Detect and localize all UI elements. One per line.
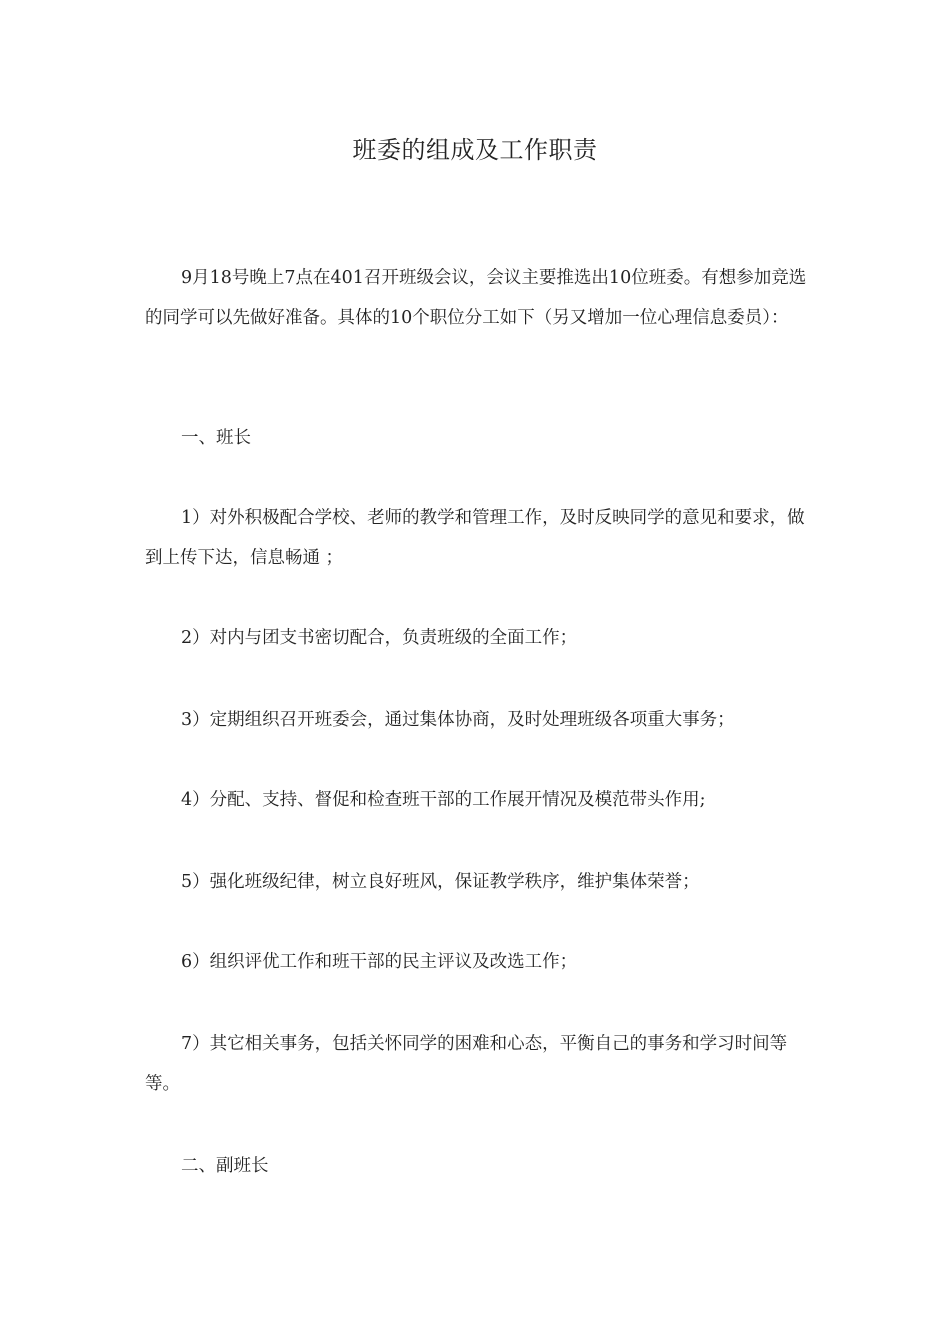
duty-item-3: 3）定期组织召开班委会，通过集体协商，及时处理班级各项重大事务； — [181, 710, 735, 730]
section-heading-monitor: 一、班长 — [181, 428, 251, 448]
document-title: 班委的组成及工作职责 — [352, 136, 598, 164]
duty-item-2: 2）对内与团支书密切配合，负责班级的全面工作； — [181, 628, 578, 648]
duty-item-6: 6）组织评优工作和班干部的民主评议及改选工作； — [181, 952, 578, 972]
intro-paragraph: 9月18号晚上7点在401召开班级会议，会议主要推选出10位班委。有想参加竞选的同学可以先做好准备。具体的10个职位分工如下（另又增加一位心理信息委员）： — [145, 268, 807, 328]
duty-item-7: 7）其它相关事务，包括关怀同学的困难和心态，平衡自己的事务和学习时间等等。 — [145, 1034, 788, 1094]
duty-item-1: 1）对外积极配合学校、老师的教学和管理工作，及时反映同学的意见和要求，做到上传下达，信息畅通 ； — [145, 508, 805, 568]
duty-item-5: 5）强化班级纪律，树立良好班风，保证教学秩序，维护集体荣誉； — [181, 872, 700, 892]
section-heading-vice-monitor: 二、副班长 — [181, 1156, 269, 1176]
duty-item-4: 4）分配、支持、督促和检查班干部的工作展开情况及模范带头作用; — [181, 790, 706, 810]
